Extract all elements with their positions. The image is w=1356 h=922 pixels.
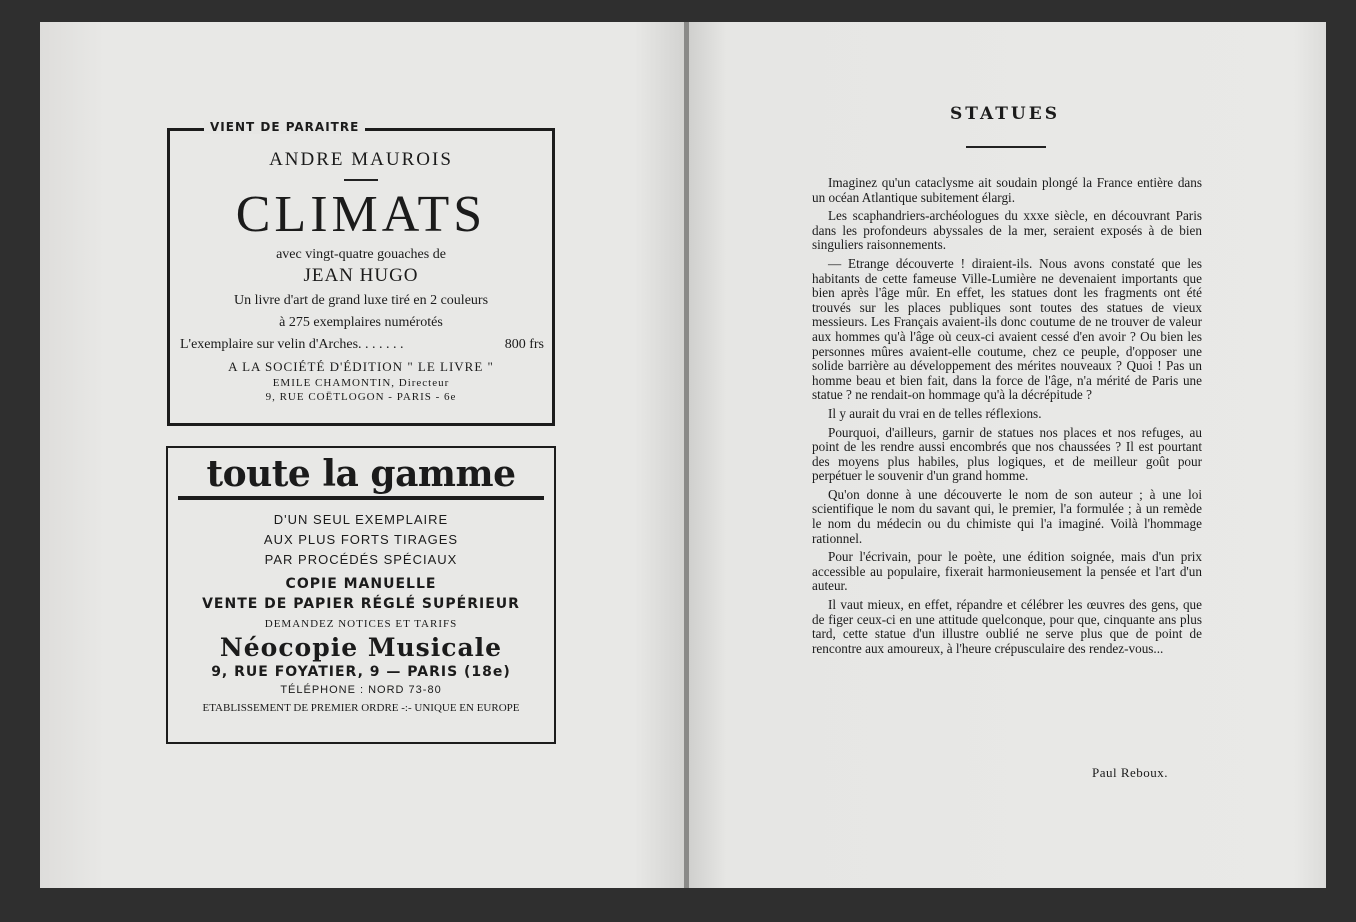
publisher-director: EMILE CHAMONTIN, Directeur xyxy=(272,377,450,389)
publisher-name: A LA SOCIÉTÉ D'ÉDITION " LE LIVRE " xyxy=(228,359,494,374)
edition-count: à 275 exemplaires numérotés xyxy=(279,315,443,330)
company-name: Néocopie Musicale xyxy=(219,633,503,662)
article-paragraph: Les scaphandriers-archéologues du xxxe siècle, en découvrant Paris dans les profondeurs abyssales de la mer, seraient exposés à de bien singuliers raisonnements. xyxy=(812,208,1202,253)
illustrator-name: JEAN HUGO xyxy=(303,265,419,286)
company-address: 9, RUE FOYATIER, 9 — PARIS (18e) xyxy=(211,664,511,680)
illustration-note: avec vingt-quatre gouaches de xyxy=(276,247,446,262)
edition-description: Un livre d'art de grand luxe tiré en 2 couleurs xyxy=(233,293,489,308)
article-paragraph: Il vaut mieux, en effet, répandre et célébrer les œuvres des gens, que de figer ceux-ci en une attitude quelconque, pour que, cinquante ans plus tard, cette statue d'un illustre oublié ne serve plus que de point de rencontre aux amoureux, à l'heure crépusculaire des rendez-vous... xyxy=(812,597,1202,656)
book-gutter xyxy=(684,22,689,888)
service-copy: COPIE MANUELLE xyxy=(285,576,437,592)
article-paragraph: Imaginez qu'un cataclysme ait soudain plongé la France entière dans un océan Atlantique subitement élargi. xyxy=(812,175,1202,205)
service-paper: VENTE DE PAPIER RÉGLÉ SUPÉRIEUR xyxy=(202,596,520,612)
author-signature: Paul Reboux. xyxy=(1092,765,1169,780)
service-line: D'UN SEUL EXEMPLAIRE xyxy=(273,512,449,527)
neocopie-advertisement xyxy=(166,446,556,744)
book-title: CLIMATS xyxy=(235,186,487,243)
publisher-address: 9, RUE COËTLOGON - PARIS - 6e xyxy=(265,391,457,403)
price-line xyxy=(170,337,552,353)
article-paragraph: Pour l'écrivain, pour le poète, une édition soignée, mais d'un prix accessible au populaire, fixerait harmonieusement la pensée et l'art d'un auteur. xyxy=(812,549,1202,594)
article-body xyxy=(812,176,1202,660)
book-author: ANDRE MAUROIS xyxy=(269,149,453,170)
climats-advertisement xyxy=(167,120,555,426)
divider xyxy=(344,179,378,181)
price-value: 800 frs xyxy=(504,337,544,352)
price-label: L'exemplaire sur velin d'Arches. . . . . . . xyxy=(180,337,404,352)
company-phone: TÉLÉPHONE : NORD 73-80 xyxy=(280,684,442,696)
article-paragraph: Il y aurait du vrai en de telles réflexions. xyxy=(828,405,1042,421)
company-tagline: ETABLISSEMENT DE PREMIER ORDRE -:- UNIQUE EN EUROPE xyxy=(202,702,520,714)
service-line: PAR PROCÉDÉS SPÉCIAUX xyxy=(264,552,458,567)
article-title: STATUES xyxy=(950,104,1060,124)
headline-bar xyxy=(178,496,544,500)
title-rule xyxy=(966,146,1046,148)
request-note: DEMANDEZ NOTICES ET TARIFS xyxy=(264,618,458,630)
service-line: AUX PLUS FORTS TIRAGES xyxy=(263,532,459,547)
ad-headline: toute la gamme xyxy=(206,453,516,495)
ad-kicker: VIENT DE PARAITRE xyxy=(204,120,365,134)
article-paragraph: Qu'on donne à une découverte le nom de son auteur ; à une loi scientifique le nom du savant qui, le premier, l'a formulée ; à un remède le nom du médecin ou du chimiste qui l'a imaginé. Voilà l'hommage rationnel. xyxy=(812,486,1202,546)
article-paragraph: — Etrange découverte ! diraient-ils. Nous avons constaté que les habitants de cette fameuse Ville-Lumière ne devenaient importants que bien après l'âge mûr. En effet, les statues dont les fragments ont été trouvés sur les places publiques sont toutes des statues de vieux messieurs. Les Français avaient-ils donc coutume de ne trouver de valeur aux hommes qu'à l'âge où ceux-ci avaient cessé d'en avoir ? Ou bien les personnes mûres avaient-elle coutume, chez ce peuple, d'opposer une solide barrière au développement des mérites nouveaux ? Quoi ! Pas un homme beau et bien fait, dans la force de l'âge, n'a mérité de Paris une statue ? ne rendait-on hommage qu'à la décrépitude ? xyxy=(812,255,1202,403)
article-paragraph: Pourquoi, d'ailleurs, garnir de statues nos places et nos refuges, au point de les rendre aussi encombrés que nos chaussées ? Il est pourtant des moyens plus habiles, plus logiques, et de meilleur goût pour perpétuer le souvenir d'un grand homme. xyxy=(812,424,1202,484)
